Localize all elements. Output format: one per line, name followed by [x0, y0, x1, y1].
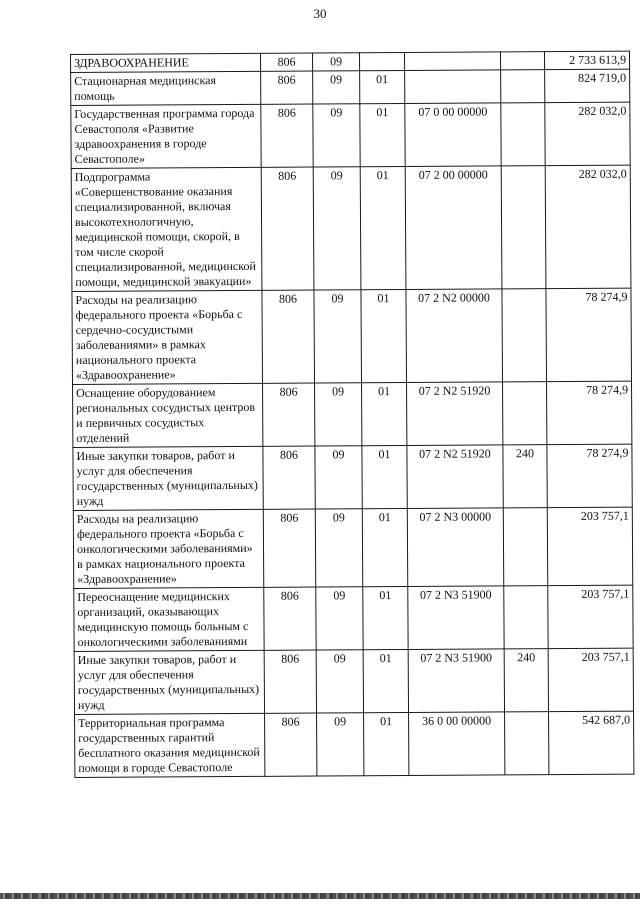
expense-type-cell	[503, 382, 547, 445]
section-cell: 09	[317, 713, 364, 776]
ministry-code-cell: 806	[263, 383, 315, 446]
amount-cell: 2 733 613,9	[544, 51, 629, 70]
expense-type-cell	[505, 712, 549, 775]
target-article-cell: 07 2 N2 51920	[407, 382, 503, 446]
target-article-cell	[405, 70, 501, 104]
amount-cell: 542 687,0	[549, 711, 634, 775]
target-article-cell: 07 2 N3 51900	[408, 586, 504, 650]
item-name-cell: Иные закупки товаров, работ и услуг для обеспечения государственных (муниципальных) нужд	[73, 446, 263, 510]
subsection-cell: 01	[362, 382, 407, 445]
section-cell: 09	[314, 290, 362, 383]
target-article-cell: 07 2 00 00000	[405, 166, 502, 290]
amount-cell: 78 274,9	[547, 444, 632, 508]
subsection-cell: 01	[360, 103, 405, 166]
section-cell: 09	[316, 650, 363, 713]
item-name-cell: Расходы на реализацию федерального проекта «Борьба с онкологическими заболеваниями» в рамках национального проекта «Здравоохранение»	[73, 509, 263, 588]
expense-type-cell: 240	[504, 649, 548, 712]
amount-cell: 78 274,9	[546, 288, 632, 382]
table-row	[71, 102, 630, 168]
amount-cell: 282 032,0	[545, 165, 631, 289]
expense-type-cell: 240	[503, 445, 547, 508]
ministry-code-cell: 806	[260, 53, 312, 71]
section-cell: 09	[313, 71, 360, 104]
expense-type-cell	[501, 166, 546, 289]
ministry-code-cell: 806	[264, 587, 316, 650]
amount-cell: 203 757,1	[547, 507, 632, 586]
table-row	[71, 69, 630, 105]
subsection-cell: 01	[362, 445, 407, 508]
item-name-cell: Расходы на реализацию федерального проекта «Борьба с сердечно-сосудистыми заболеваниями» в рамках национального проекта «Здравоохранение»	[72, 290, 263, 384]
section-cell: 09	[313, 104, 360, 167]
table-row	[73, 381, 632, 447]
table-row	[75, 711, 634, 777]
target-article-cell: 07 2 N3 00000	[407, 508, 503, 587]
target-article-cell: 07 0 00 00000	[405, 103, 501, 167]
section-cell: 09	[315, 446, 362, 509]
target-article-cell	[404, 52, 500, 71]
item-name-cell: Оснащение оборудованием региональных сосудистых центров и первичных сосудистых отделений	[73, 383, 263, 447]
ministry-code-cell: 806	[261, 104, 313, 167]
item-name-cell: Переоснащение медицинских организаций, оказывающих медицинскую помощь больным с онкологическими заболеваниями	[74, 587, 264, 651]
expense-type-cell	[501, 103, 545, 166]
item-name-cell: Государственная программа города Севастополя «Развитие здравоохранения в городе Севастополе»	[71, 104, 261, 168]
subsection-cell: 01	[363, 649, 408, 712]
table-row	[73, 507, 632, 588]
amount-cell: 282 032,0	[545, 102, 630, 166]
ministry-code-cell: 806	[263, 446, 315, 509]
expense-type-cell	[503, 508, 547, 586]
subsection-cell: 01	[364, 712, 409, 775]
ministry-code-cell: 806	[261, 167, 314, 290]
ministry-code-cell: 806	[261, 71, 313, 104]
section-cell: 09	[315, 509, 362, 587]
amount-cell: 824 719,0	[545, 69, 630, 103]
item-name-cell: Подпрограмма «Совершенствование оказания специализированной, включая высокотехнологичную, медицинской помощи, скорой, в том числе скорой специализированной, медицинской помощи, медицинской эвакуации»	[71, 167, 262, 291]
subsection-cell	[359, 52, 404, 70]
item-name-cell: Территориальная программа государственных гарантий бесплатного оказания медицинской помощи в городе Севастополе	[75, 713, 265, 777]
section-cell: 09	[313, 167, 361, 290]
expense-type-cell	[500, 52, 544, 70]
amount-cell: 78 274,9	[547, 381, 632, 445]
table-row	[73, 444, 632, 510]
section-cell: 09	[316, 587, 363, 650]
target-article-cell: 07 2 N2 00000	[406, 289, 503, 383]
ministry-code-cell: 806	[265, 713, 317, 776]
subsection-cell: 01	[360, 166, 406, 289]
amount-cell: 203 757,1	[548, 648, 633, 712]
item-name-cell: Стационарная медицинская помощь	[71, 71, 261, 105]
subsection-cell: 01	[360, 70, 405, 103]
scan-edge-artifact	[0, 893, 640, 899]
subsection-cell: 01	[363, 586, 408, 649]
subsection-cell: 01	[361, 289, 407, 382]
subsection-cell: 01	[362, 508, 407, 586]
target-article-cell: 07 2 N3 51900	[408, 649, 504, 713]
ministry-code-cell: 806	[263, 509, 315, 587]
section-cell: 09	[312, 53, 359, 71]
item-name-cell: Иные закупки товаров, работ и услуг для обеспечения государственных (муниципальных) нужд	[74, 650, 264, 714]
expense-type-cell	[504, 586, 548, 649]
amount-cell: 203 757,1	[548, 585, 633, 649]
target-article-cell: 07 2 N2 51920	[407, 445, 503, 509]
table-row	[71, 165, 631, 291]
table-row	[74, 648, 633, 714]
ministry-code-cell: 806	[264, 650, 316, 713]
target-article-cell: 36 0 00 00000	[409, 712, 505, 776]
table-row	[74, 585, 633, 651]
table-row	[72, 288, 632, 384]
page-number: 30	[313, 6, 327, 21]
item-name-cell: ЗДРАВООХРАНЕНИЕ	[71, 53, 261, 72]
expense-type-cell	[501, 70, 545, 103]
budget-table	[70, 51, 634, 778]
ministry-code-cell: 806	[262, 290, 315, 383]
expense-type-cell	[502, 289, 547, 382]
section-cell: 09	[315, 383, 362, 446]
